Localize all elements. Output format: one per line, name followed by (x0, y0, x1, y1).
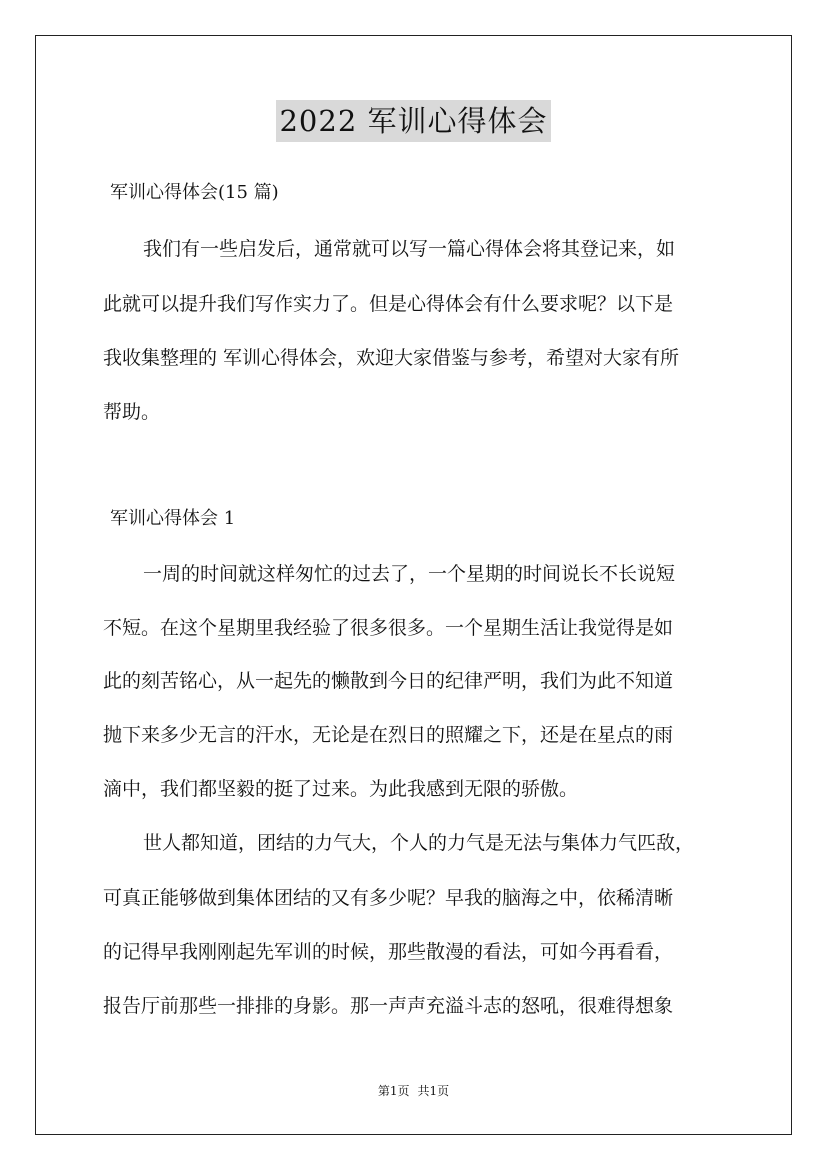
title-container (0, 100, 827, 142)
section-line: 的记得早我刚刚起先军训的时候，那些散漫的看法，可如今再看看， (103, 941, 674, 963)
section-line: 一周的时间就这样匆忙的过去了，一个星期的时间说长不长说短 (143, 563, 676, 585)
section-line: 世人都知道，团结的力气大，个人的力气是无法与集体力气匹敌， (143, 832, 695, 854)
section-line: 可真正能够做到集体团结的又有多少呢？早我的脑海之中，依稀清晰 (103, 887, 674, 909)
intro-line: 此就可以提升我们写作实力了。但是心得体会有什么要求呢？以下是 (103, 293, 674, 315)
section-line: 不短。在这个星期里我经验了很多很多。一个星期生活让我觉得是如 (103, 617, 674, 639)
document-subtitle: 军训心得体会(15 篇) (110, 182, 279, 203)
section-line: 滴中，我们都坚毅的挺了过来。为此我感到无限的骄傲。 (103, 778, 579, 800)
section-line: 此的刻苦铭心，从一起先的懒散到今日的纪律严明，我们为此不知道 (103, 670, 674, 692)
intro-line: 我们有一些启发后，通常就可以写一篇心得体会将其登记来，如 (143, 238, 676, 260)
document-title: 2022 军训心得体会 (276, 100, 550, 142)
section-line: 报告厅前那些一排排的身影。那一声声充溢斗志的怒吼，很难得想象 (103, 995, 674, 1017)
section-line: 抛下来多少无言的汗水，无论是在烈日的照耀之下，还是在星点的雨 (103, 724, 674, 746)
intro-line: 我收集整理的 军训心得体会，欢迎大家借鉴与参考，希望对大家有所 (103, 347, 680, 369)
page-footer (0, 1083, 827, 1099)
page-total: 共1页 (417, 1084, 450, 1098)
page-number: 第1页 (377, 1084, 410, 1098)
section-heading: 军训心得体会 1 (110, 508, 236, 529)
intro-line: 帮助。 (103, 401, 161, 423)
